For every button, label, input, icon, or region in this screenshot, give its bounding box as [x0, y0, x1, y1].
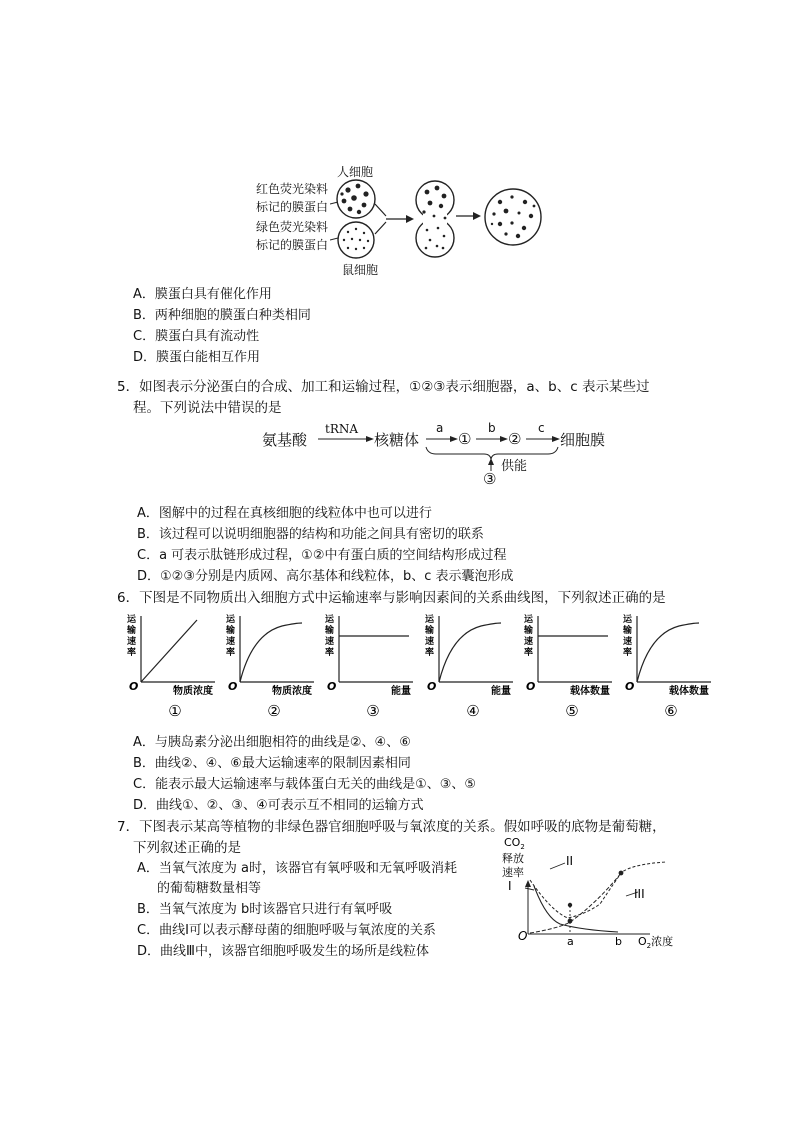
q6-origin: O — [327, 680, 337, 693]
q6-graph-number: ⑤ — [565, 702, 579, 720]
q6-origin: O — [426, 680, 436, 693]
q6-graph-number: ② — [267, 702, 281, 720]
q6-graph-3 — [323, 612, 418, 722]
flow-organelle-1: ① — [458, 430, 472, 448]
q6-curve-saturating — [240, 623, 302, 682]
q6-ylabel-char: 率 — [424, 648, 434, 658]
q6-xlabel: 能量 — [391, 686, 412, 697]
q6-graph-4 — [423, 612, 518, 722]
q6-ylabel-char: 速 — [424, 637, 434, 647]
flow-trna-label: tRNA — [325, 422, 359, 436]
q4-option-d: D．膜蛋白能相互作用 — [133, 350, 261, 365]
fused-cell — [416, 181, 454, 257]
q7-ylabel-release: 释放 — [502, 852, 524, 865]
q7-option-a: A．当氧气浓度为 a时，该器官有氧呼吸和无氧呼吸消耗 — [137, 861, 457, 876]
q6-graph-number: ⑥ — [664, 702, 678, 720]
q6-xlabel: 能量 — [490, 686, 511, 697]
q6-xlabel: 物质浓度 — [173, 686, 213, 697]
point-b — [619, 871, 624, 876]
q5-option-c: C．a 可表示肽链形成过程，①②中有蛋白质的空间结构形成过程 — [137, 548, 507, 563]
curve-III — [530, 872, 622, 933]
q7-respiration-graph — [500, 834, 685, 954]
q6-ylabel-char: 运 — [226, 615, 236, 625]
q7-tick-a: a — [567, 935, 574, 948]
q6-ylabel-char: 运 — [127, 615, 137, 625]
q6-ylabel-char: 运 — [623, 615, 633, 625]
q7-label-III: III — [634, 887, 645, 901]
flow-cell-membrane: 细胞膜 — [560, 431, 606, 449]
label-red-dye-2: 标记的膜蛋白 — [256, 200, 329, 214]
q6-option-d: D．曲线①、②、③、④可表示互不相同的运输方式 — [133, 798, 424, 813]
q6-ylabel-char: 输 — [424, 626, 434, 636]
q6-graph-number: ① — [168, 702, 182, 720]
label-green-dye-2: 标记的膜蛋白 — [256, 238, 329, 252]
flow-amino-acid: 氨基酸 — [262, 431, 308, 449]
q7-stem-line1: 7．下图表示某高等植物的非绿色器官细胞呼吸与氧浓度的关系。假如呼吸的底物是葡萄糖， — [117, 819, 666, 835]
q7-tick-b: b — [615, 935, 622, 948]
q6-ylabel-char: 率 — [623, 648, 633, 658]
q6-ylabel-char: 输 — [623, 626, 633, 636]
q5-stem-line2: 程。下列说法中错误的是 — [133, 400, 282, 416]
q6-option-c: C．能表示最大运输速率与载体蛋白无关的曲线是①、③、⑤ — [133, 777, 477, 792]
q6-xlabel: 载体数量 — [669, 686, 709, 697]
label-red-dye-1: 红色荧光染料 — [256, 182, 329, 196]
q6-graph-number: ④ — [465, 702, 480, 720]
fusion-diagram — [330, 176, 560, 262]
q5-stem-line1: 5．如图表示分泌蛋白的合成、加工和运输过程，①②③表示细胞器，a、b、c 表示某些过 — [117, 379, 650, 395]
q6-option-a: A．与胰岛素分泌出细胞相符的曲线是②、④、⑥ — [133, 735, 411, 750]
curve-I — [534, 886, 618, 932]
q6-graph-6 — [621, 612, 716, 722]
q6-origin: O — [525, 680, 536, 693]
flow-energy-label: 供能 — [501, 459, 528, 474]
label-human-cell: 人细胞 — [337, 165, 374, 179]
q6-stem: 6．下图是不同物质出入细胞方式中运输速率与影响因素间的关系曲线图，下列叙述正确的是 — [117, 590, 666, 606]
arrow-head — [366, 436, 374, 442]
q6-graph-2 — [224, 612, 319, 722]
q6-origin: O — [228, 680, 238, 693]
q6-ylabel-char: 速 — [325, 637, 335, 647]
q7-option-a-cont: 的葡萄糖数量相等 — [157, 881, 262, 896]
q5-option-b: B．该过程可以说明细胞器的结构和功能之间具有密切的联系 — [137, 527, 484, 542]
flow-arrows — [300, 428, 580, 474]
flow-a-label: a — [436, 421, 444, 435]
curve-II — [530, 862, 666, 918]
q7-label-II: II — [566, 854, 574, 868]
q6-ylabel-char: 速 — [127, 637, 137, 647]
q6-option-b: B．曲线②、④、⑥最大运输速率的限制因素相同 — [133, 756, 411, 771]
q4-option-b: B．两种细胞的膜蛋白种类相同 — [133, 308, 311, 323]
q6-graph-5 — [522, 612, 617, 722]
q6-ylabel-char: 率 — [127, 648, 137, 658]
q6-curve-saturating — [637, 623, 699, 682]
flow-ribosome: 核糖体 — [374, 431, 420, 449]
q7-origin: O — [518, 929, 528, 943]
q6-curve-linear — [141, 620, 197, 682]
flow-organelle-2: ② — [508, 430, 522, 448]
q7-ylabel-rate: 速率 — [502, 866, 524, 879]
q7-option-d: D．曲线Ⅲ中，该器官细胞呼吸发生的场所是线粒体 — [137, 944, 429, 959]
q4-option-a: A．膜蛋白具有催化作用 — [133, 287, 272, 302]
q7-option-b: B．当氧气浓度为 b时该器官只进行有氧呼吸 — [137, 902, 393, 917]
label-green-dye-1: 绿色荧光染料 — [256, 220, 329, 234]
q6-origin: O — [625, 680, 635, 693]
q6-origin: O — [129, 680, 139, 693]
q6-ylabel-char: 率 — [523, 648, 533, 658]
label-mouse-cell: 鼠细胞 — [342, 263, 379, 277]
q6-graph-1 — [125, 612, 220, 722]
q6-xlabel: 物质浓度 — [272, 686, 313, 697]
flow-organelle-3: ③ — [483, 470, 497, 488]
q7-stem-line2: 下列叙述正确的是 — [133, 840, 241, 856]
q6-ylabel-char: 率 — [226, 648, 236, 658]
q6-ylabel-char: 输 — [523, 626, 533, 636]
q6-ylabel-char: 输 — [127, 626, 137, 636]
q6-ylabel-char: 输 — [325, 626, 335, 636]
q6-graph-number: ③ — [366, 702, 381, 720]
q6-ylabel-char: 输 — [226, 626, 236, 636]
q4-option-c: C．膜蛋白具有流动性 — [133, 329, 260, 344]
q7-xlabel: $O_2$浓度 — [638, 935, 674, 950]
q6-curve-saturating — [439, 623, 501, 682]
q6-ylabel-char: 运 — [523, 615, 533, 625]
q6-ylabel-char: 率 — [325, 648, 335, 658]
q6-ylabel-char: 速 — [226, 637, 236, 647]
q5-option-d: D．①②③分别是内质网、高尔基体和线粒体，b、c 表示囊泡形成 — [137, 569, 514, 584]
q6-ylabel-char: 速 — [623, 637, 633, 647]
q6-ylabel-char: 运 — [424, 615, 434, 625]
flow-c-label: c — [538, 421, 545, 435]
q5-option-a: A．图解中的过程在真核细胞的线粒体中也可以进行 — [137, 506, 432, 521]
q7-label-I: I — [508, 879, 512, 893]
q7-ylabel-co2: $CO_2$ — [504, 836, 525, 851]
flow-b-label: b — [488, 421, 496, 435]
q6-xlabel: 载体数量 — [569, 686, 610, 697]
q6-ylabel-char: 速 — [523, 637, 533, 647]
q7-option-c: C．曲线Ⅰ可以表示酵母菌的细胞呼吸与氧浓度的关系 — [137, 923, 436, 938]
q6-ylabel-char: 运 — [325, 615, 335, 625]
